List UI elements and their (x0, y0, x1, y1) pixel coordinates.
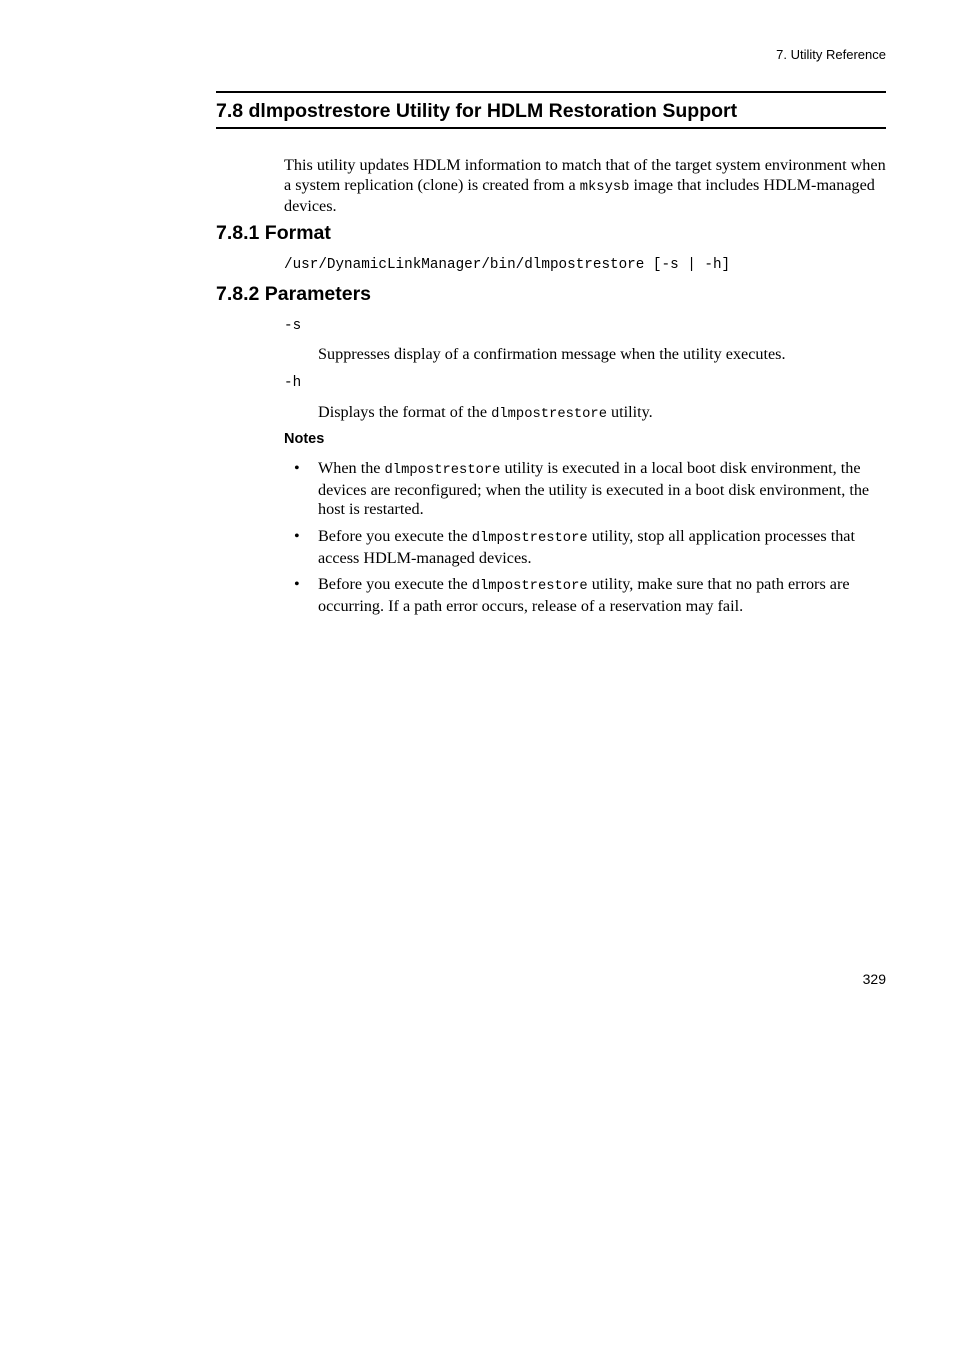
param-desc-h-after: utility. (607, 403, 653, 421)
note-text-after: utility, stop all application processes that access HDLM-managed devices. (318, 527, 855, 567)
running-header: 7. Utility Reference (776, 47, 886, 62)
param-desc-h (318, 403, 888, 425)
bullet-icon: • (294, 575, 300, 593)
format-command: /usr/DynamicLinkManager/bin/dlmpostrestore [-s | -h] (284, 257, 731, 273)
notes-heading: Notes (284, 431, 325, 447)
note-text (318, 459, 886, 520)
intro-paragraph (284, 156, 889, 217)
note-text-before: Before you execute the (318, 575, 472, 593)
format-heading: 7.8.1 Format (216, 222, 331, 244)
note-code: dlmpostrestore (471, 531, 588, 546)
param-desc-h-code: dlmpostrestore (491, 407, 607, 422)
param-desc-h-before: Displays the format of the (318, 403, 492, 421)
intro-code: mksysb (579, 179, 630, 195)
param-name-h: -h (284, 375, 302, 391)
note-text (318, 527, 886, 568)
parameters-heading: 7.8.2 Parameters (216, 283, 372, 305)
param-name-s: -s (284, 318, 302, 334)
bullet-icon: • (294, 527, 300, 545)
note-text-after: utility, make sure that no path errors are occurring. If a path error occurs, release of a reservation may fail. (318, 575, 850, 615)
note-text (318, 575, 886, 616)
note-text-before: Before you execute the (318, 527, 472, 545)
note-text-after: utility is executed in a local boot disk environment, the devices are reconfigured; when the utility is executed in a boot disk environment, the host is restarted. (318, 459, 870, 518)
param-desc-s (318, 345, 888, 365)
section-title: 7.8 dlmpostrestore Utility for HDLM Restoration Support (216, 100, 738, 122)
page-number: 329 (862, 971, 886, 987)
param-desc-s-text: Suppresses display of a confirmation message when the utility executes. (318, 345, 786, 363)
intro-text-before: This utility updates HDLM information to match that of the target system environment when a system replication (clone) is created from a (284, 156, 886, 194)
note-text-before: When the (318, 459, 385, 477)
note-code: dlmpostrestore (471, 579, 588, 594)
intro-text-after: image that includes HDLM-managed devices. (284, 175, 875, 215)
section-title-box (216, 91, 886, 129)
note-code: dlmpostrestore (384, 463, 501, 478)
bullet-icon: • (294, 459, 300, 477)
